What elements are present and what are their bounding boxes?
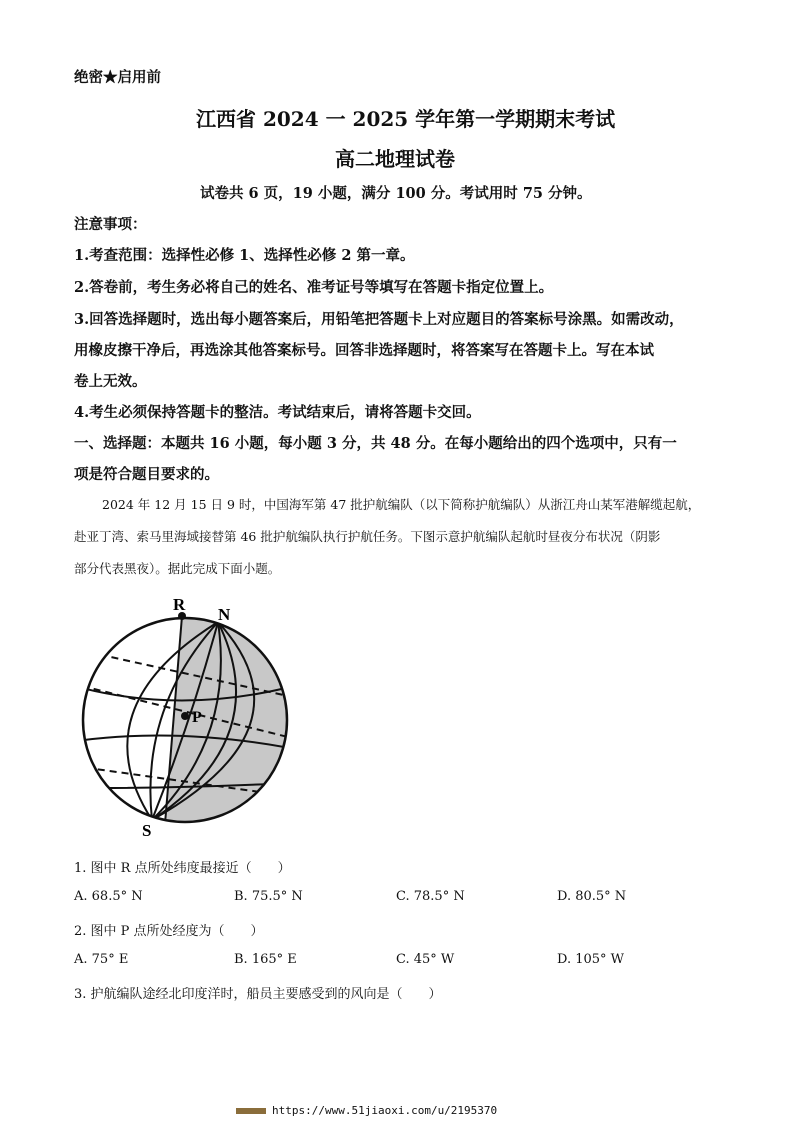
notice-item: 4.考生必须保持答题卡的整洁。考试结束后，请将答题卡交回。 — [74, 404, 481, 421]
question-option: A. 75° E — [74, 952, 129, 967]
question-option: C. 45° W — [396, 952, 455, 967]
question-stem: 2. 图中 P 点所处经度为（ ） — [74, 924, 264, 939]
question-option: C. 78.5° N — [396, 889, 465, 904]
exam-title: 江西省 2024 一 2025 学年第一学期期末考试 — [196, 107, 616, 131]
question-stem: 1. 图中 R 点所处纬度最接近（ ） — [74, 861, 291, 876]
section-heading: 一、选择题：本题共 16 小题，每小题 3 分，共 48 分。在每小题给出的四个选项中，只有一 — [74, 435, 677, 452]
globe-diagram — [60, 588, 320, 848]
question-option: B. 165° E — [234, 952, 297, 967]
notice-item: 用橡皮擦干净后，再选涂其他答案标号。回答非选择题时，将答案写在答题卡上。写在本试 — [74, 342, 654, 359]
label-s: S — [142, 821, 152, 840]
passage-line: 部分代表黑夜）。据此完成下面小题。 — [74, 561, 281, 576]
notice-heading: 注意事项： — [74, 216, 147, 233]
notice-item: 1.考查范围：选择性必修 1、选择性必修 2 第一章。 — [74, 247, 415, 264]
passage-line: 2024 年 12 月 15 日 9 时，中国海军第 47 批护航编队（以下简称护航编队）从浙江舟山某军港解缆起航， — [102, 497, 701, 512]
passage-line: 赴亚丁湾、索马里海域接替第 46 批护航编队执行护航任务。下图示意护航编队起航时昼夜分布状况（阴影 — [74, 529, 661, 544]
label-r: R — [173, 595, 186, 614]
notice-item: 2.答卷前，考生务必将自己的姓名、准考证号等填写在答题卡指定位置上。 — [74, 279, 554, 296]
footer-url[interactable]: https://www.51jiaoxi.com/u/2195370 — [272, 1104, 498, 1117]
question-stem: 3. 护航编队途经北印度洋时，船员主要感受到的风向是（ ） — [74, 987, 442, 1002]
label-n: N — [218, 605, 231, 624]
footer-link[interactable] — [236, 1104, 497, 1117]
exam-info: 试卷共 6 页，19 小题，满分 100 分。考试用时 75 分钟。 — [200, 185, 592, 202]
question-option: B. 75.5° N — [234, 889, 303, 904]
question-option: D. 105° W — [557, 952, 625, 967]
question-option: A. 68.5° N — [74, 889, 143, 904]
section-heading-cont: 项是符合题目要求的。 — [74, 466, 219, 483]
footer-mark — [236, 1108, 266, 1114]
confidential-mark: 绝密★启用前 — [74, 69, 161, 86]
notice-item: 3.回答选择题时，选出每小题答案后，用铅笔把答题卡上对应题目的答案标号涂黑。如需改动， — [74, 311, 684, 328]
exam-subtitle: 高二地理试卷 — [335, 147, 455, 171]
point-p-dot — [181, 712, 189, 720]
notice-item: 卷上无效。 — [74, 373, 147, 390]
question-option: D. 80.5° N — [557, 889, 627, 904]
label-p: P — [192, 709, 202, 726]
